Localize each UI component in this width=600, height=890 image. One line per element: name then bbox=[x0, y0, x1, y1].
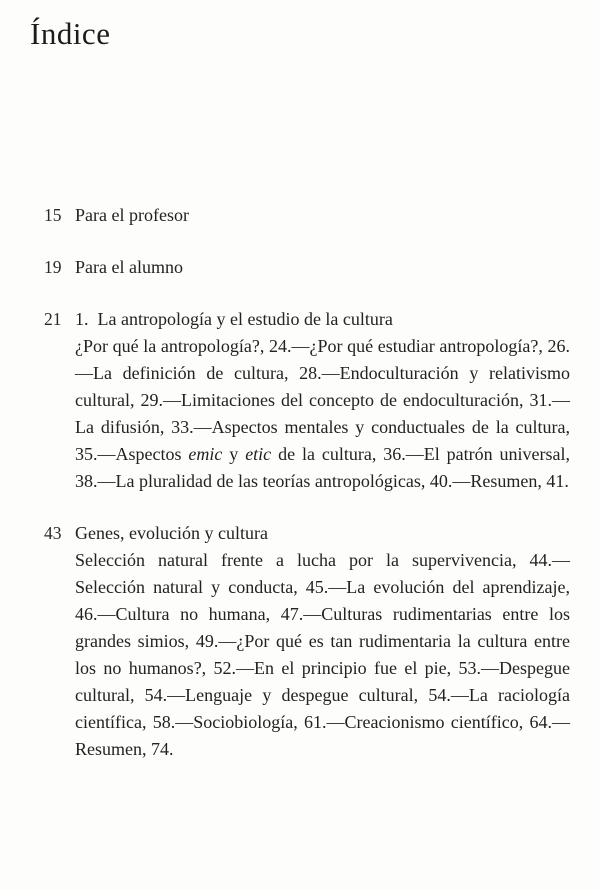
toc-entry bbox=[30, 520, 570, 763]
toc-page-number: 21 bbox=[44, 309, 62, 329]
toc-entry bbox=[30, 202, 570, 229]
toc-entry-content bbox=[75, 202, 570, 229]
table-of-contents bbox=[30, 202, 570, 763]
toc-entry-body bbox=[75, 547, 570, 763]
toc-page-number: 43 bbox=[44, 523, 62, 543]
toc-body-text: y bbox=[222, 444, 246, 464]
toc-entry-content bbox=[75, 520, 570, 763]
toc-entry-body bbox=[75, 333, 570, 495]
toc-entry-heading: 1. La antropología y el estudio de la cultura bbox=[75, 309, 393, 329]
toc-entry bbox=[30, 254, 570, 281]
toc-body-italic-term: etic bbox=[245, 444, 272, 464]
toc-page-number: 15 bbox=[44, 205, 62, 225]
toc-body-text: de la cultura, 36.—El patrón universal, 38.—La pluralidad de las teorías antropológicas, 40.—Resumen, 41. bbox=[75, 444, 570, 491]
toc-entry bbox=[30, 306, 570, 495]
toc-body-text: ¿Por qué la antropología?, 24.—¿Por qué estudiar antropología?, 26.—La definición de cultura, 28.—Endoculturación y relativismo cultural, 29.—Limitaciones del concepto de endoculturación, 31.—La difusión, 33.—Aspectos mentales y conductuales de la cultura, 35.—Aspectos bbox=[75, 336, 570, 464]
toc-body-text: Selección natural frente a lucha por la supervivencia, 44.—Selección natural y conducta, 45.—La evolución del aprendizaje, 46.—Cultura no humana, 47.—Culturas rudimentarias entre los grandes simios, 49.—¿Por qué es tan rudimentaria la cultura entre los no humanos?, 52.—En el principio fue el pie, 53.—Despegue cultural, 54.—Lenguaje y despegue cultural, 54.—La raciología científica, 58.—Sociobiología, 61.—Creacionismo científico, 64.—Resumen, 74. bbox=[75, 550, 570, 759]
toc-entry-content bbox=[75, 306, 570, 495]
toc-entry-heading: Genes, evolución y cultura bbox=[75, 523, 268, 543]
toc-entry-heading: Para el alumno bbox=[75, 257, 183, 277]
toc-entry-heading: Para el profesor bbox=[75, 205, 189, 225]
toc-body-italic-term: emic bbox=[188, 444, 223, 464]
page-title: Índice bbox=[30, 16, 111, 51]
toc-page-number: 19 bbox=[44, 257, 62, 277]
toc-entry-content bbox=[75, 254, 570, 281]
